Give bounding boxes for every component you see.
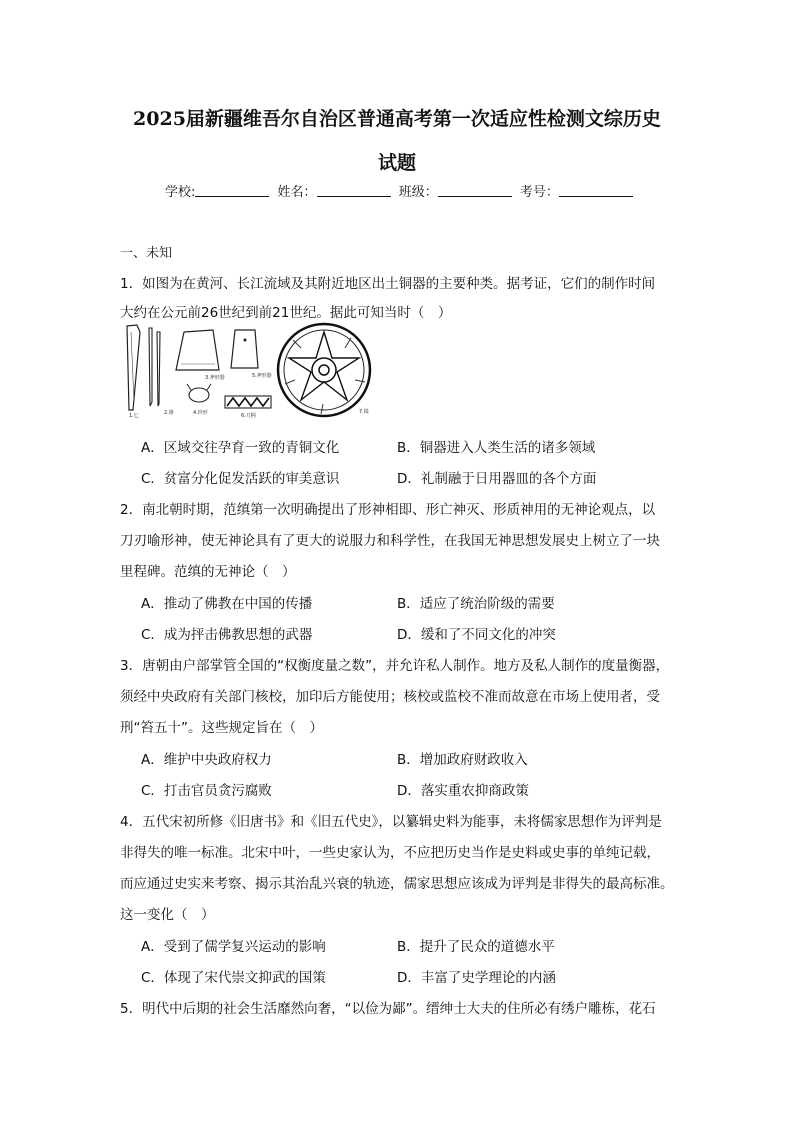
exam-title-line1: 2025届新疆维吾尔自治区普通高考第一次适应性检测文综历史	[133, 108, 661, 130]
number-label: 考号：	[519, 185, 559, 200]
q4-stem-line3: 而应通过史实来考察、揭示其治乱兴衰的轨迹，儒家思想应该成为评判是非得失的最高标准。	[120, 876, 674, 892]
axe-shape-2	[231, 330, 258, 368]
q1-stem-line1: 1．如图为在黄河、长江流域及其附近地区出土铜器的主要种类。据考证，它们的制作时间	[120, 276, 656, 292]
mirror-shape	[278, 324, 370, 416]
q3-option-a[interactable]: A．维护中央政府权力	[141, 752, 272, 768]
name-label: 姓名：	[277, 185, 317, 200]
q1-option-a[interactable]: A．区域交往孕育一致的青铜文化	[141, 440, 340, 456]
school-label: 学校:	[165, 185, 196, 200]
q3-option-d[interactable]: D．落实重农抑商政策	[397, 783, 529, 799]
q3-stem-line1: 3．唐朝由户部掌管全国的“权衡度量之数”，并允许私人制作。地方及私人制作的度量衡器，	[120, 658, 670, 674]
q4-option-d[interactable]: D．丰富了史学理论的内涵	[397, 970, 556, 986]
q2-option-b[interactable]: B．适应了统治阶级的需要	[397, 596, 555, 612]
q2-option-c[interactable]: C．成为抨击佛教思想的武器	[141, 627, 313, 643]
q4-option-b[interactable]: B．提升了民众的道德水平	[397, 939, 555, 955]
q4-option-a[interactable]: A．受到了儒学复兴运动的影响	[141, 939, 326, 955]
student-info-row	[165, 181, 637, 200]
q3-stem-line2: 须经中央政府有关部门核校，加印后方能使用；核校或监校不准而故意在市场上使用者，受	[120, 689, 660, 705]
q2-option-d[interactable]: D．缓和了不同文化的冲突	[397, 627, 556, 643]
q3-option-b[interactable]: B．增加政府财政收入	[397, 752, 528, 768]
figure-label-4: 4.铃形	[193, 410, 208, 416]
q2-stem-line1: 2．南北朝时期，范缜第一次明确提出了形神相即、形亡神灭、形质神用的无神论观点，以	[120, 502, 656, 518]
bronze-artifacts-figure	[121, 322, 375, 422]
section-heading: 一、未知	[120, 246, 173, 261]
q1-option-c[interactable]: C．贫富分化促发活跃的审美意识	[141, 471, 340, 487]
exam-title-line2: 试题	[377, 152, 416, 174]
q1-stem-line2: 大约在公元前26世纪到前21世纪。据此可知当时（ ）	[120, 305, 452, 321]
figure-label-2: 2.锥	[164, 410, 174, 416]
figure-label-6: 6.刀柄	[241, 413, 256, 419]
q2-stem-line3: 里程碑。范缜的无神论（ ）	[120, 564, 296, 580]
q2-stem-line2: 刀刃喻形神，使无神论具有了更大的说服力和科学性，在我国无神思想发展史上树立了一块	[120, 533, 660, 549]
q3-stem-line3: 刑“笞五十”。这些规定旨在（ ）	[120, 720, 323, 736]
school-blank[interactable]	[195, 184, 269, 197]
q4-stem-line1: 4．五代宋初所修《旧唐书》和《旧五代史》，以纂辑史料为能事，未将儒家思想作为评判是	[120, 814, 662, 830]
q2-option-a[interactable]: A．推动了佛教在中国的传播	[141, 596, 313, 612]
awl-shape-1	[149, 328, 152, 406]
figure-label-1: 1.匕	[129, 413, 139, 419]
number-blank[interactable]	[559, 184, 633, 197]
q5-stem-line1: 5．明代中后期的社会生活靡然向奢，“以俭为鄙”。缙绅士大夫的住所必有绣户雕栋，花石	[120, 1001, 656, 1017]
figure-label-3: 3.斧形器	[205, 375, 225, 381]
q3-option-c[interactable]: C．打击官员贪污腐败	[141, 783, 272, 799]
q1-option-d[interactable]: D．礼制融于日用器皿的各个方面	[397, 471, 597, 487]
q1-option-b[interactable]: B．铜器进入人类生活的诸多领域	[397, 440, 596, 456]
figure-label-7: 7.镜	[359, 409, 369, 415]
q4-stem-line2: 非得失的唯一标准。北宋中叶，一些史家认为，不应把历史当作是史料或史事的单纯记载，	[120, 845, 660, 861]
figure-label-5: 5.斧形器	[252, 373, 272, 379]
awl-shape-2	[157, 332, 160, 406]
class-label: 班级：	[398, 185, 438, 200]
name-blank[interactable]	[317, 184, 391, 197]
q4-option-c[interactable]: C．体现了宋代崇文抑武的国策	[141, 970, 326, 986]
class-blank[interactable]	[438, 184, 512, 197]
bell-shape	[189, 388, 209, 402]
q4-stem-line4: 这一变化（ ）	[120, 907, 215, 923]
